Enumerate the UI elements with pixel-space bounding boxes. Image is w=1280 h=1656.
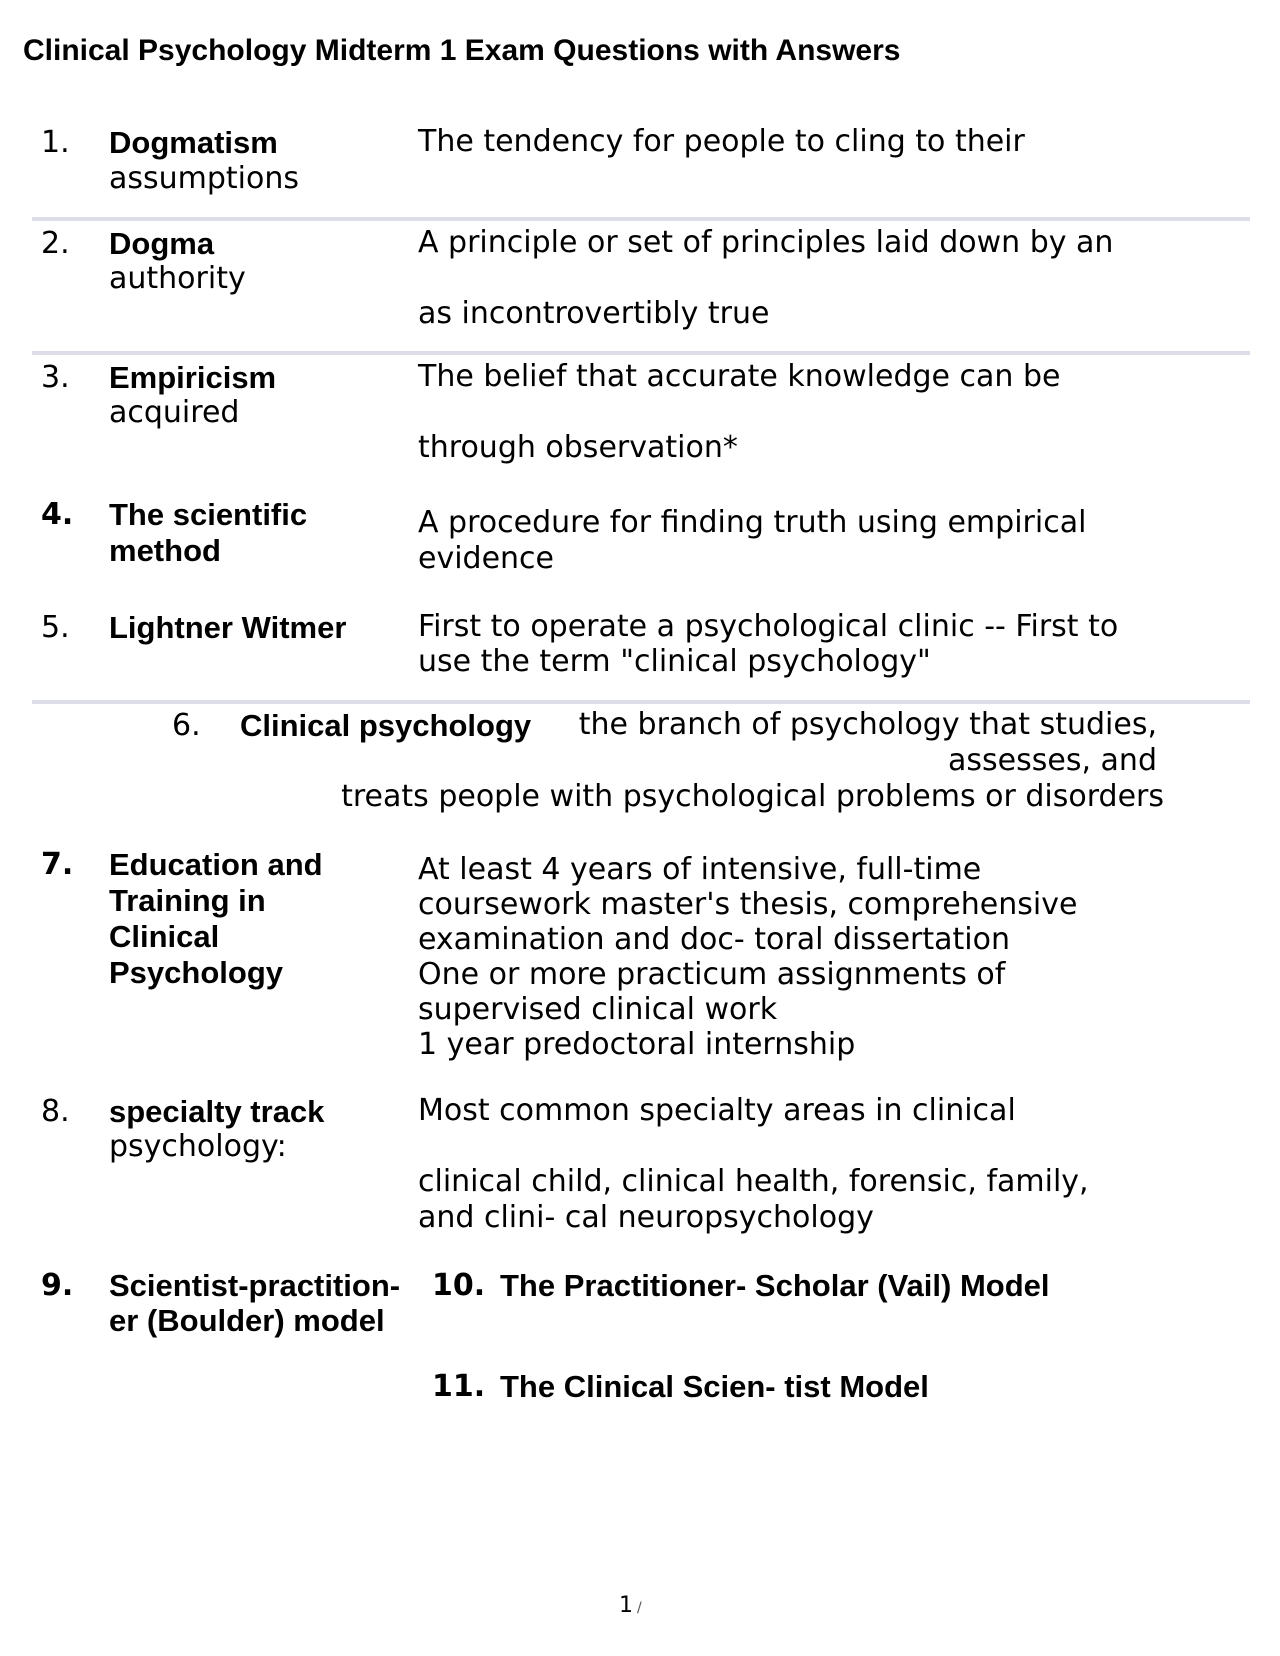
- item-1-term-continued: assumptions: [109, 161, 300, 196]
- item-6-term: Clinical psychology: [240, 708, 532, 743]
- item-5-term: Lightner Witmer: [109, 610, 347, 645]
- item-2-term-continued: authority: [109, 261, 246, 296]
- item-6-definition-line-3: treats people with psychological problems or disorders: [341, 779, 1164, 814]
- item-2-definition-line-1: A principle or set of principles laid down by an: [418, 225, 1114, 260]
- item-3-definition-line-2: through observation*: [418, 430, 738, 465]
- divider: [32, 700, 1250, 704]
- item-7-definition-line: At least 4 years of intensive, full-time: [418, 852, 982, 887]
- item-1-term: Dogmatism: [109, 125, 278, 160]
- item-2-number: 2.: [41, 226, 70, 261]
- item-8-number: 8.: [41, 1094, 70, 1129]
- item-7-definition-line: 1 year predoctoral internship: [418, 1027, 856, 1062]
- item-2-definition-line-2: as incontrovertibly true: [418, 296, 770, 331]
- item-10-term: The Practitioner- Scholar (Vail) Model: [500, 1268, 1050, 1303]
- item-4-term-line-2: method: [109, 533, 221, 568]
- item-4-number: 4.: [41, 497, 74, 532]
- page-number-value: 1: [619, 1593, 633, 1618]
- item-7-term-line: Psychology: [109, 955, 283, 990]
- item-7-definition-line: supervised clinical work: [418, 992, 778, 1027]
- item-4-term-line-1: The scientific: [109, 497, 308, 532]
- item-3-definition-line-1: The belief that accurate knowledge can be: [418, 359, 1061, 394]
- item-7-term: [109, 847, 323, 991]
- item-2-term: Dogma: [109, 226, 215, 261]
- item-8-definition-line-3: and clini- cal neuropsychology: [418, 1200, 874, 1235]
- item-4-definition-line-2: evidence: [418, 541, 555, 576]
- item-7-term-line: Education and: [109, 847, 323, 882]
- item-11-term: The Clinical Scien- tist Model: [500, 1369, 929, 1404]
- page-title: Clinical Psychology Midterm 1 Exam Questions with Answers: [23, 34, 901, 67]
- item-5-number: 5.: [41, 610, 70, 645]
- item-1-definition: The tendency for people to cling to their: [418, 124, 1025, 159]
- item-9-term-line-1: Scientist-practition-: [109, 1268, 401, 1303]
- item-6-number: 6.: [172, 708, 201, 743]
- item-7-term-line: Training in: [109, 883, 266, 918]
- item-8-term-continued: psychology:: [109, 1129, 287, 1164]
- item-8-definition-line-1: Most common specialty areas in clinical: [418, 1093, 1016, 1128]
- item-7-definition-line: examination and doc- toral dissertation: [418, 922, 1011, 957]
- item-7-number: 7.: [41, 847, 74, 882]
- item-9-term-line-2: er (Boulder) model: [109, 1303, 385, 1338]
- item-7-term-line: Clinical: [109, 919, 220, 954]
- page-number: [619, 1593, 642, 1618]
- item-7-definition-line: coursework master's thesis, comprehensive: [418, 887, 1078, 922]
- item-8-term: specialty track: [109, 1094, 325, 1129]
- item-11-number: 11.: [432, 1369, 486, 1404]
- item-3-number: 3.: [41, 360, 70, 395]
- item-5-definition-line-1: First to operate a psychological clinic -- First to: [418, 609, 1119, 644]
- item-7-definition: [418, 852, 1077, 1062]
- item-3-term-continued: acquired: [109, 395, 240, 430]
- item-9-number: 9.: [41, 1268, 74, 1303]
- item-6-definition-line-2: assesses, and: [948, 743, 1157, 778]
- item-4-definition-line-1: A procedure for finding truth using empirical: [418, 505, 1087, 540]
- item-8-definition-line-2: clinical child, clinical health, forensic, family,: [418, 1164, 1089, 1199]
- item-7-definition-line: One or more practicum assignments of: [418, 957, 1006, 992]
- item-3-term: Empiricism: [109, 360, 277, 395]
- divider: [32, 351, 1250, 355]
- item-5-definition-line-2: use the term "clinical psychology": [418, 644, 931, 679]
- item-6-definition-line-1: the branch of psychology that studies,: [578, 707, 1157, 742]
- divider: [32, 217, 1250, 221]
- item-1-number: 1.: [41, 125, 70, 160]
- item-10-number: 10.: [432, 1268, 486, 1303]
- page-number-separator: /: [637, 1600, 642, 1616]
